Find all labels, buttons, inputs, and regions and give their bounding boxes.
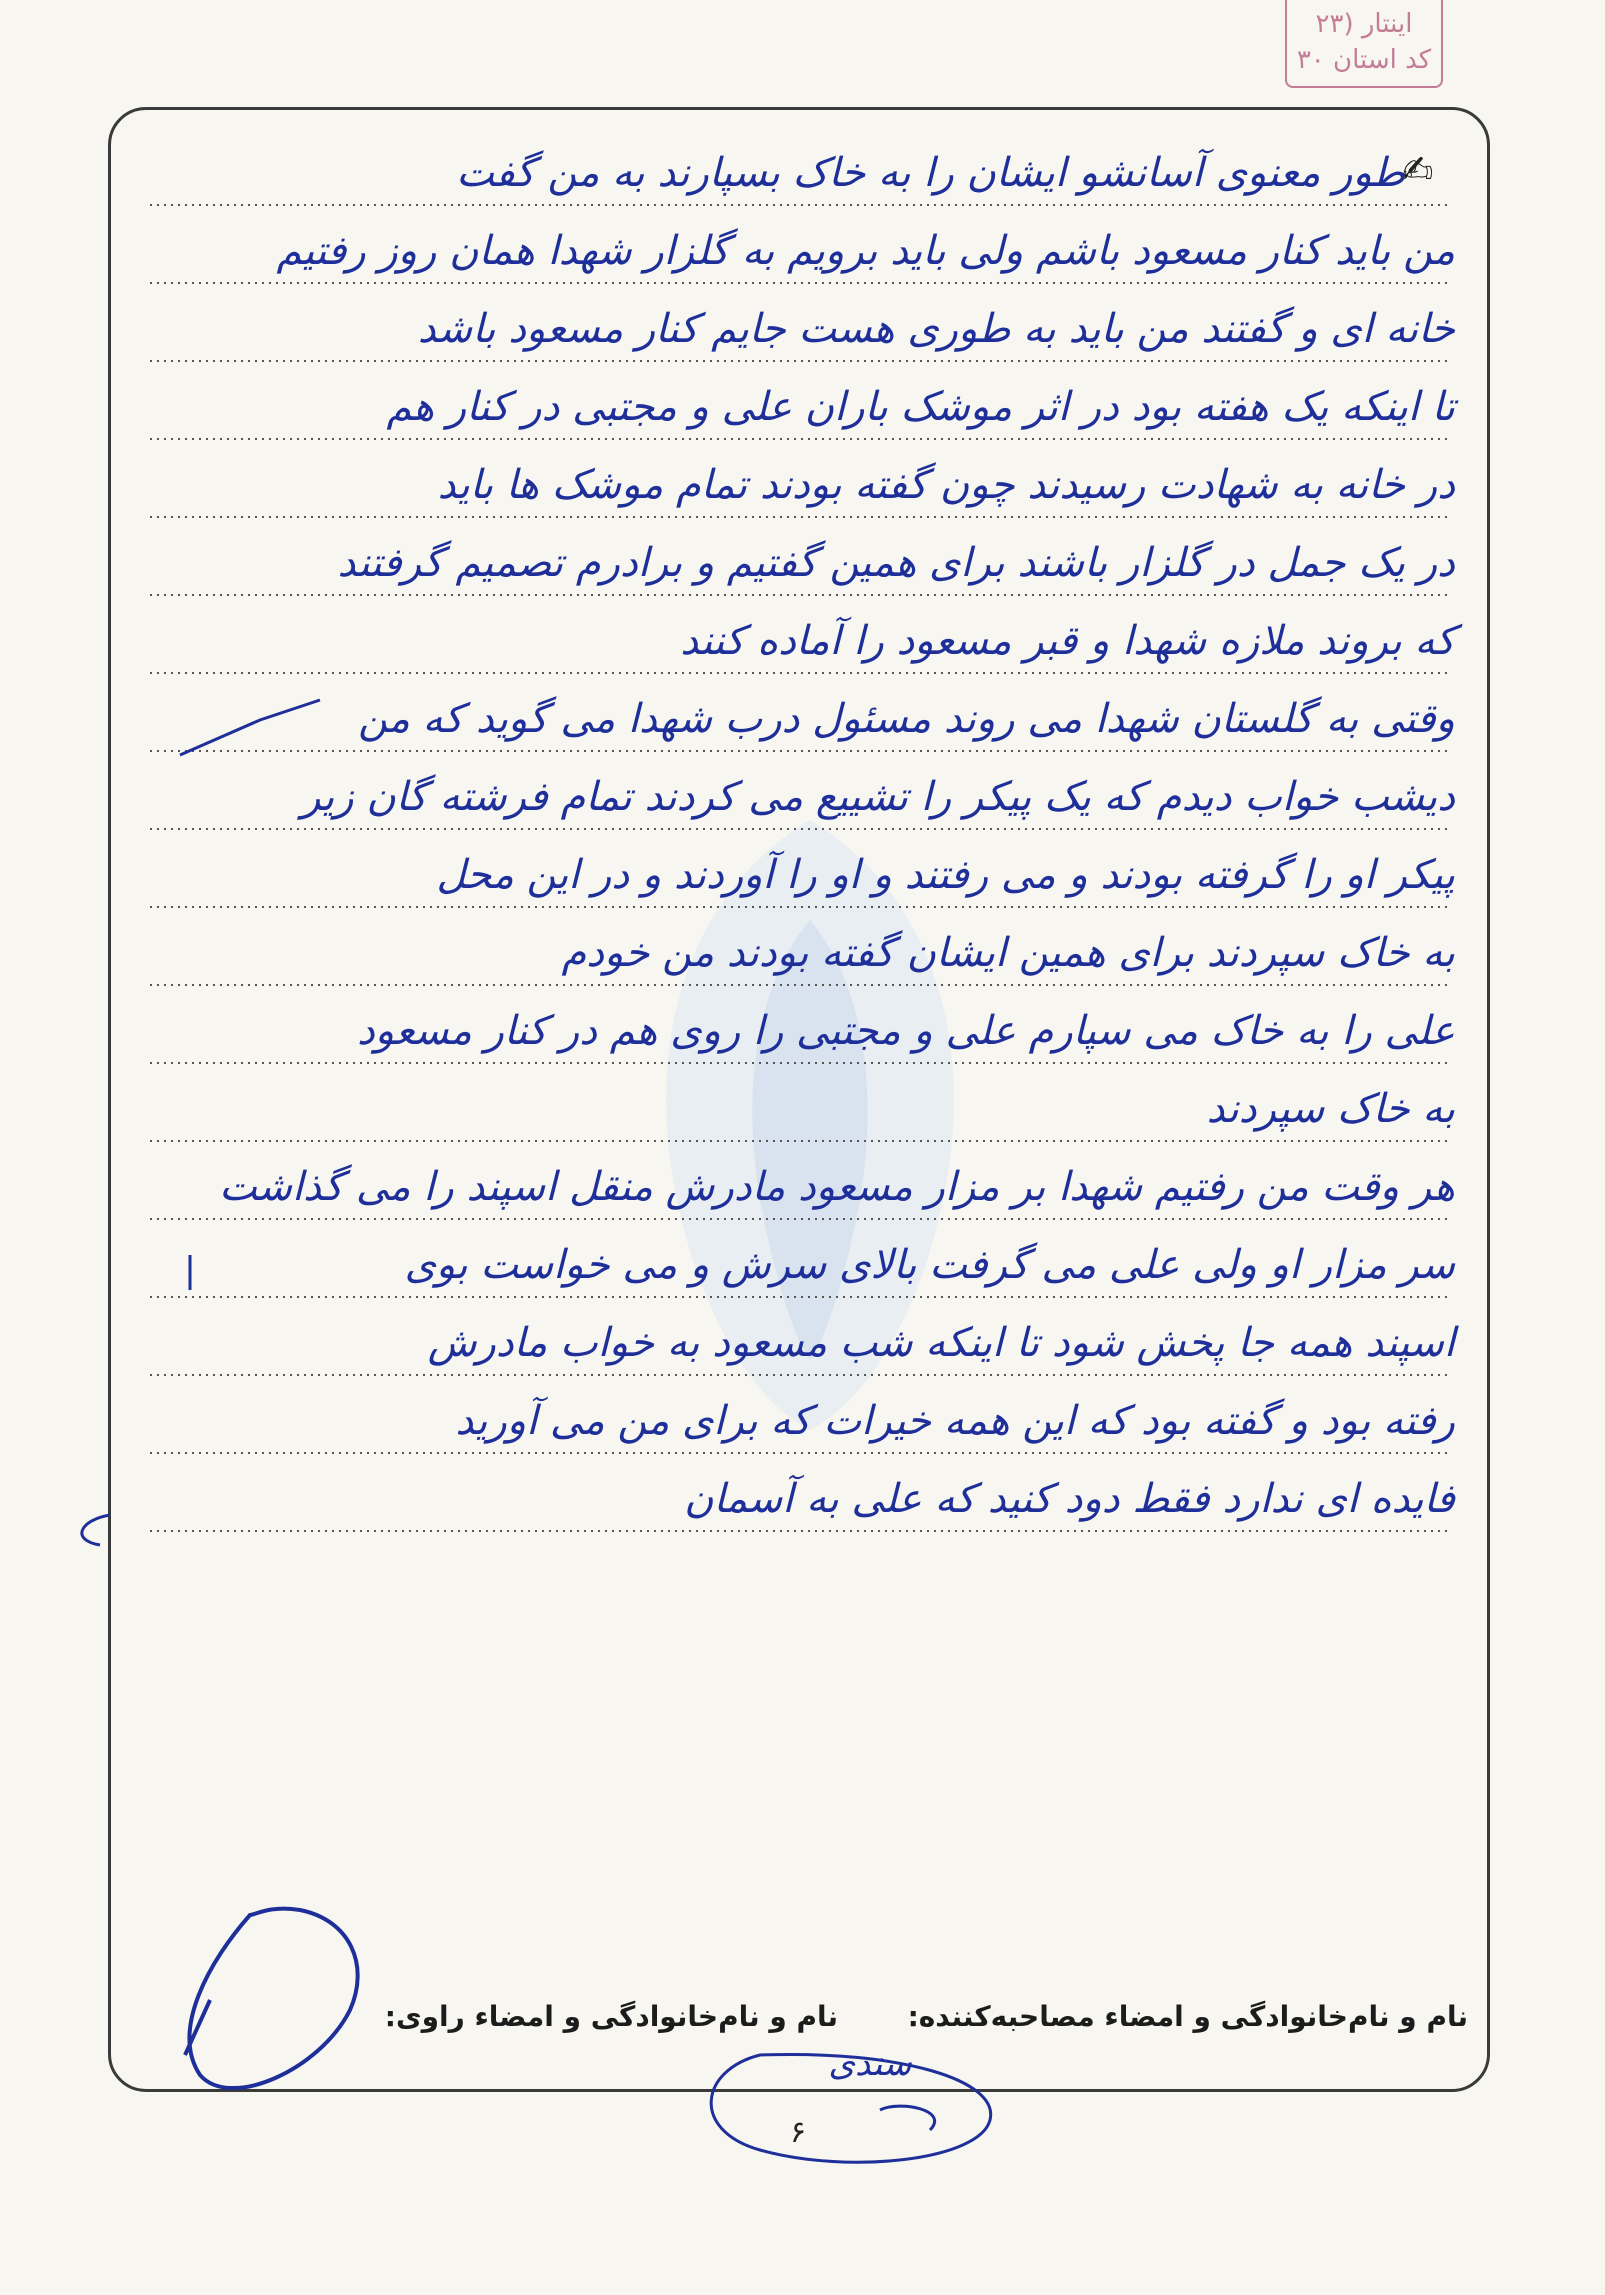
handwritten-line: وقتی به گلستان شهدا می روند مسئول درب شهدا می گوید که من xyxy=(358,696,1455,742)
interviewer-signature-label: نام و نام‌خانوادگی و امضاء مصاحبه‌کننده: xyxy=(907,2000,1468,2033)
handwritten-line: به خاک سپردند برای همین ایشان گفته بودند من خودم xyxy=(561,930,1455,976)
handwritten-line: دیشب خواب دیدم که یک پیکر را تشییع می کردند تمام فرشته گان زیر xyxy=(301,774,1455,820)
handwritten-line: رفته بود و گفته بود که این همه خیرات که برای من می آورید xyxy=(455,1398,1455,1444)
handwritten-line: تا اینکه یک هفته بود در اثر موشک باران علی و مجتبی در کنار هم xyxy=(386,384,1455,430)
pencil-icon: ✍ xyxy=(1400,148,1434,194)
narrator-signature-label: نام و نام‌خانوادگی و امضاء راوی: xyxy=(384,2000,839,2033)
page-number: ۶ xyxy=(790,2115,807,2150)
handwritten-line: پیکر او را گرفته بودند و می رفتند و او را آوردند و در این محل xyxy=(436,852,1455,898)
stamp-line-2: کد استان ۳۰ xyxy=(1296,45,1432,75)
handwritten-line: هر وقت من رفتیم شهدا بر مزار مسعود مادرش منقل اسپند را می گذاشت xyxy=(219,1164,1455,1210)
interviewer-signature-text: سندی xyxy=(828,2044,912,2084)
margin-stroke-3 xyxy=(82,1515,110,1545)
handwritten-line: که بروند ملازه شهدا و قبر مسعود را آماده کنند xyxy=(680,618,1455,664)
handwritten-line: خانه ای و گفتند من باید به طوری هست جایم کنار مسعود باشد xyxy=(417,306,1455,352)
dotted-rule-lines xyxy=(150,0,1450,2000)
handwritten-line: طور معنوی آسانشو ایشان را به خاک بسپارند به من گفت xyxy=(456,150,1405,196)
handwritten-line: در یک جمل در گلزار باشند برای همین گفتیم و برادرم تصمیم گرفتند xyxy=(337,540,1455,586)
handwritten-line: سر مزار او ولی علی می گرفت بالای سرش و می خواست بوی xyxy=(404,1242,1455,1288)
handwritten-line: در خانه به شهادت رسیدند چون گفته بودند تمام موشک ها باید xyxy=(437,462,1455,508)
signature-footer xyxy=(385,2000,1468,2033)
handwritten-line: به خاک سپردند xyxy=(1206,1086,1455,1132)
stamp-line-1: اینتار (۲۳ xyxy=(1315,9,1413,39)
handwritten-line: فایده ای ندارد فقط دود کنید که علی به آسمان xyxy=(684,1476,1455,1522)
handwritten-line: من باید کنار مسعود باشم ولی باید برویم به گلزار شهدا همان روز رفتیم xyxy=(276,228,1455,274)
handwritten-line: علی را به خاک می سپارم علی و مجتبی را روی هم در کنار مسعود xyxy=(356,1008,1455,1054)
handwritten-line: اسپند همه جا پخش شود تا اینکه شب مسعود به خواب مادرش xyxy=(427,1320,1455,1366)
